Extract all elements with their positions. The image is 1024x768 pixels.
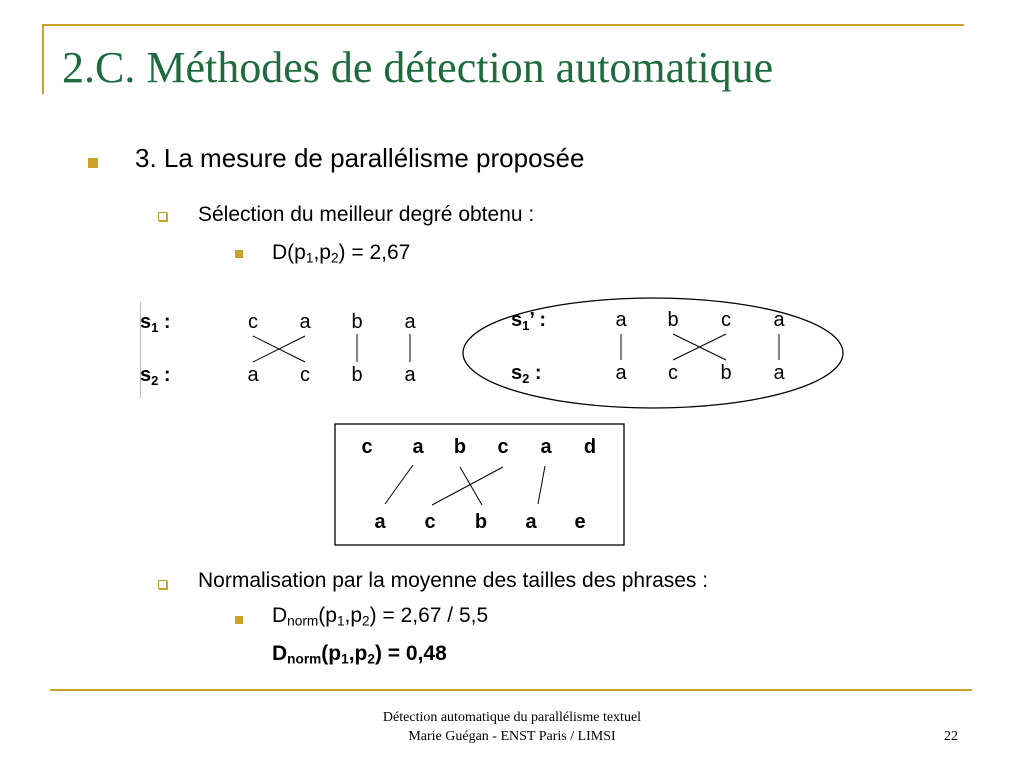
footer-line-author: Marie Guégan - ENST Paris / LIMSI: [408, 729, 616, 744]
bullet-checkbox-icon: [158, 580, 167, 589]
box-alignment-link: [538, 466, 545, 504]
left-row2-token: a: [404, 364, 416, 386]
box-row2-token: a: [374, 511, 386, 533]
page-number: 22: [944, 729, 958, 744]
bullet-square-icon: [235, 616, 243, 624]
formula-dnorm-division: $D_{norm}(p_1,p_2) = 2,67 / 5,5$: [272, 604, 489, 629]
s2-label: $s_2$ :: [140, 364, 171, 388]
left-row1-token: b: [351, 311, 363, 333]
right-row2-token: a: [773, 362, 785, 384]
slide-title: 2.C. Méthodes de détection automatique: [62, 43, 774, 92]
box-alignment-link: [432, 467, 503, 505]
right-row1-token: a: [615, 309, 627, 331]
box-row2-token: b: [474, 511, 488, 533]
s1-prime-label: $s_1$’ :: [511, 309, 547, 333]
left-row2-token: c: [300, 364, 310, 386]
footer-text: [0, 708, 1024, 746]
left-row1-token: c: [248, 311, 258, 333]
sub-bullet-normalisation: Normalisation par la moyenne des tailles des phrases :: [198, 569, 709, 592]
right-row1-token: c: [721, 309, 731, 331]
left-row1-token: a: [404, 311, 416, 333]
footer-line-title: Détection automatique du parallélisme textuel: [382, 710, 642, 725]
box-row1-token: a: [412, 436, 424, 458]
s1-label: $s_1$ :: [140, 311, 171, 335]
box-alignment-link: [460, 467, 482, 505]
right-row1-token: a: [773, 309, 785, 331]
sub-bullet-selection: Sélection du meilleur degré obtenu :: [198, 203, 535, 226]
box-alignment-link: [385, 465, 413, 504]
right-row2-token: c: [668, 362, 678, 384]
box-row2-token: c: [424, 511, 436, 533]
box-row1-token: c: [497, 436, 509, 458]
box-row2-token: e: [574, 511, 586, 533]
formula-d-p1-p2: $D(p_1,p_2) = 2,67$: [272, 241, 411, 266]
left-row1-token: a: [299, 311, 311, 333]
bullet-mesure-parallelisme: 3. La mesure de parallélisme proposée: [135, 143, 585, 173]
box-row1-token: d: [583, 436, 597, 458]
box-row1-token: a: [540, 436, 552, 458]
box-row1-token: b: [453, 436, 467, 458]
formula-dnorm-result: $D_{norm}(p_1,p_2) = 0,48$: [272, 642, 447, 667]
s2-label-right: $s_2$ :: [511, 362, 542, 386]
right-row1-token: b: [667, 309, 679, 331]
left-row2-token: b: [351, 364, 363, 386]
right-row2-token: b: [720, 362, 732, 384]
footer-rule: [50, 689, 972, 691]
box-row2-token: a: [525, 511, 537, 533]
left-row2-token: a: [247, 364, 259, 386]
box-row1-token: c: [361, 436, 373, 458]
right-row2-token: a: [615, 362, 627, 384]
